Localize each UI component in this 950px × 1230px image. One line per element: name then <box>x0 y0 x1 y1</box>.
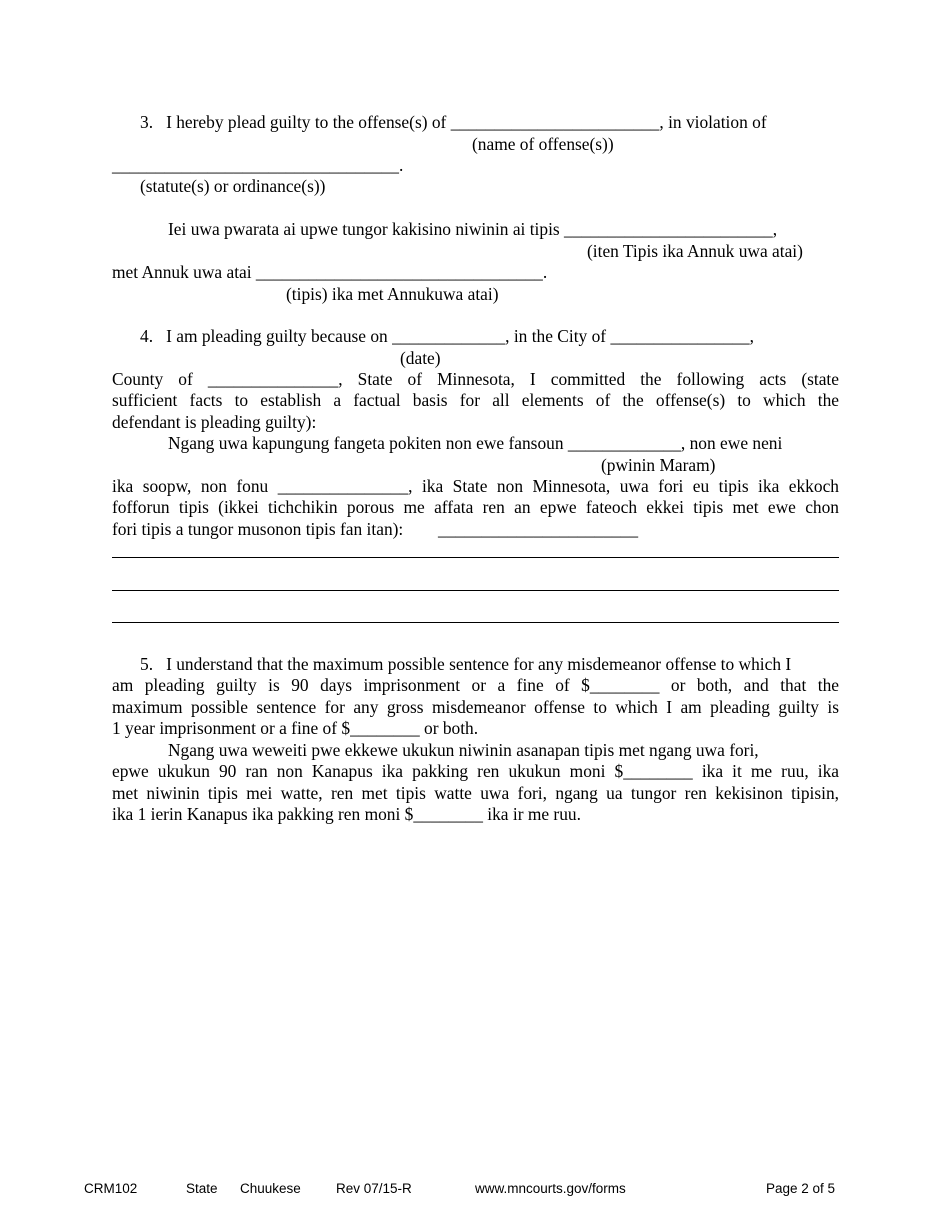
item4-line4: defendant is pleading guilty): <box>112 412 317 432</box>
facts-line-3 <box>112 622 839 623</box>
caption-statute: (statute(s) or ordinance(s)) <box>140 176 326 196</box>
item3-line1: 3. I hereby plead guilty to the offense(s) of ________________________, in violation of <box>140 112 767 132</box>
footer-revision: Rev 07/15-R <box>336 1181 412 1196</box>
facts-line-2 <box>112 590 839 591</box>
item5-chuukese-line4: ika 1 ierin Kanapus ika pakking ren moni $________ ika ir me ruu. <box>112 804 581 824</box>
item3-chuukese-line1: Iei uwa pwarata ai upwe tungor kakisino niwinin ai tipis ________________________, <box>168 219 778 239</box>
item5-line3: maximum possible sentence for any gross misdemeanor offense to which I am pleading guilty is <box>112 697 839 717</box>
footer-state: State <box>186 1181 218 1196</box>
item3-chuukese-line2: met Annuk uwa atai _________________________________. <box>112 262 548 282</box>
item4-line3: sufficient facts to establish a factual basis for all elements of the offense(s) to which the <box>112 390 839 410</box>
item4-chuukese-line1: Ngang uwa kapungung fangeta pokiten non ewe fansoun _____________, non ewe neni <box>168 433 783 453</box>
caption-chuukese-offense: (iten Tipis ika Annuk uwa atai) <box>587 241 803 261</box>
caption-chuukese-statute: (tipis) ika met Annukuwa atai) <box>286 284 499 304</box>
footer-form-id: CRM102 <box>84 1181 138 1196</box>
item5-chuukese-line1: Ngang uwa weweiti pwe ekkewe ukukun niwinin asanapan tipis met ngang uwa fori, <box>168 740 759 760</box>
item3-line2: _________________________________. <box>112 155 404 175</box>
footer-language: Chuukese <box>240 1181 301 1196</box>
item4-chuukese-line3: fofforun tipis (ikkei tichchikin porous me affata ren an epwe fateoch ekkei tipis met ewe chon <box>112 497 839 517</box>
caption-chuukese-date: (pwinin Maram) <box>601 455 716 475</box>
item4-chuukese-line4: fori tipis a tungor musonon tipis fan itan): _______________________ <box>112 519 639 539</box>
item5-line1: 5. I understand that the maximum possible sentence for any misdemeanor offense to which I <box>140 654 792 674</box>
footer-url[interactable]: www.mncourts.gov/forms <box>475 1181 626 1196</box>
footer-page-number: Page 2 of 5 <box>766 1181 836 1196</box>
item4-chuukese-line2: ika soopw, non fonu _______________, ika State non Minnesota, uwa fori eu tipis ika ekkoch <box>112 476 839 496</box>
item5-line2: am pleading guilty is 90 days imprisonment or a fine of $________ or both, and that the <box>112 675 839 695</box>
item5-line4: 1 year imprisonment or a fine of $________ or both. <box>112 718 479 738</box>
facts-line-1 <box>112 557 839 558</box>
caption-offense: (name of offense(s)) <box>472 134 614 154</box>
item4-line2: County of _______________, State of Minnesota, I committed the following acts (state <box>112 369 839 389</box>
item5-chuukese-line2: epwe ukukun 90 ran non Kanapus ika pakking ren ukukun moni $________ ika it me ruu, ika <box>112 761 839 781</box>
caption-date: (date) <box>400 348 441 368</box>
item5-chuukese-line3: met niwinin tipis mei watte, ren met tipis watte uwa fori, ngang ua tungor ren kekisinon tipisin, <box>112 783 839 803</box>
item4-line1: 4. I am pleading guilty because on _____________, in the City of ________________, <box>140 326 754 346</box>
